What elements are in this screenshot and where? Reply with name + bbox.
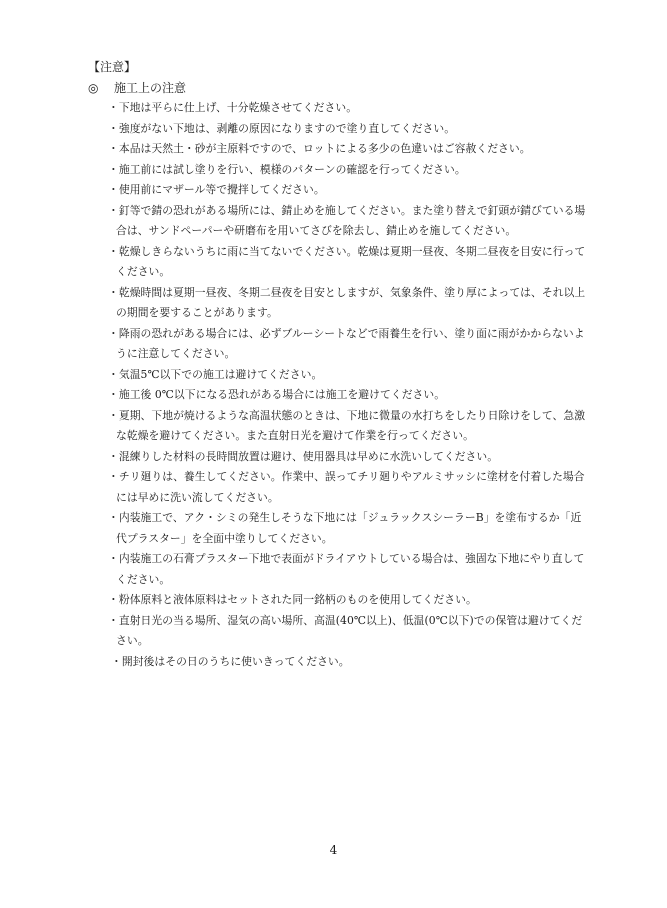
list-item: ・施工前には試し塗りを行い、模様のパターンの確認を行ってください。 [108, 162, 466, 176]
list-item: ・開封後はその日のうちに使いきってください。 [111, 654, 350, 668]
list-item: ・乾燥時間は夏期一昼夜、冬期二昼夜を目安としますが、気象条件、塗り厚によっては、それ以上の期間を要することがあります。 [108, 285, 586, 319]
list-item: ・混練りした材料の長時間放置は避け、使用器具は早めに水洗いしてください。 [108, 449, 499, 463]
list-item: ・夏期、下地が焼けるような高温状態のときは、下地に微量の水打ちをしたり日除けをして、急激な乾燥を避けてください。また直射日光を避けて作業を行ってください。 [108, 408, 586, 442]
list-item: ・強度がない下地は、剥離の原因になりますので塗り直してください。 [108, 121, 456, 135]
list-item: ・内装施工で、アク・シミの発生しそうな下地には「ジュラックスシーラーB」を塗布するか「近代プラスター」を全面中塗りしてください。 [108, 511, 582, 545]
list-item: ・内装施工の石膏プラスター下地で表面がドライアウトしている場合は、強固な下地にやり直してください。 [108, 552, 585, 586]
double-circle-icon: ◎ [88, 81, 99, 95]
caution-list [108, 98, 588, 672]
list-item: ・チリ廻りは、養生してください。作業中、誤ってチリ廻りやアルミサッシに塗材を付着した場合には早めに洗い流してください。 [108, 470, 585, 504]
section-title: 【注意】 [88, 60, 137, 74]
page-number: 4 [329, 843, 338, 857]
list-item: ・降雨の恐れがある場合には、必ずブルーシートなどで雨養生を行い、塗り面に雨がかからないように注意してください。 [108, 326, 585, 360]
list-item: ・釘等で錆の恐れがある場所には、錆止めを施してください。また塗り替えで釘頭が錆びている場合は、サンドペーパーや研磨布を用いてさびを除去し、錆止めを施してください。 [108, 203, 586, 237]
list-item: ・本品は天然土・砂が主原料ですので、ロットによる多少の色違いはご容赦ください。 [108, 142, 531, 155]
list-item: ・気温5℃以下での施工は避けてください。 [108, 367, 323, 381]
subheading [88, 79, 186, 97]
list-item: ・使用前にマザール等で攪拌してください。 [108, 183, 325, 196]
list-item: ・下地は平らに仕上げ、十分乾燥させてください。 [108, 101, 358, 114]
list-item: ・粉体原料と液体原料はセットされた同一銘柄のものを使用してください。 [108, 593, 477, 606]
list-item: ・施工後 0℃以下になる恐れがある場合には施工を避けてください。 [108, 388, 446, 401]
list-item: ・直射日光の当る場所、湿気の高い場所、高温(40℃以上)、低温(0℃以下)での保管は避けてください。 [108, 613, 583, 647]
subheading-text: 施工上の注意 [114, 81, 187, 95]
list-item: ・乾燥しきらないうちに雨に当てないでください。乾燥は夏期一昼夜、冬期二昼夜を目安に行ってください。 [108, 244, 586, 278]
